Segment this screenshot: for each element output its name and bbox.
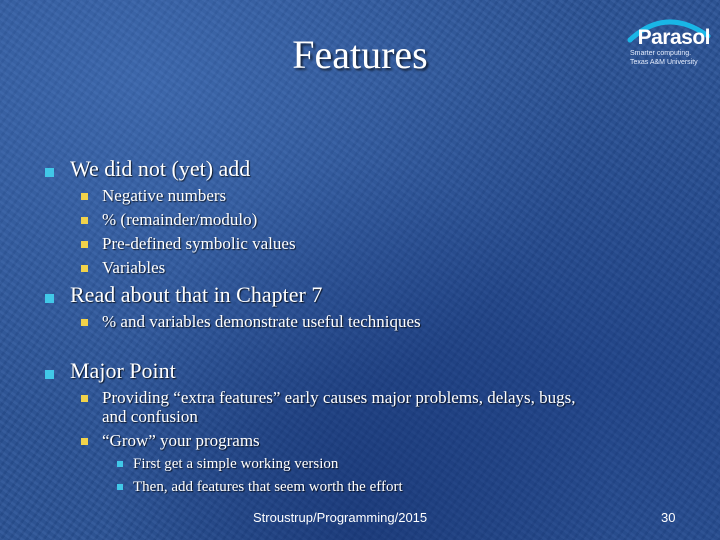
bullet-level2: Negative numbers <box>102 186 227 205</box>
bullet-level2: Variables <box>102 258 166 277</box>
bullet-level2: % and variables demonstrate useful techniques <box>102 312 421 331</box>
bullet-square-icon <box>81 319 88 326</box>
bullet-square-icon <box>45 370 54 379</box>
bullet-square-icon <box>81 193 88 200</box>
bullet-level3: Then, add features that seem worth the effort <box>133 479 403 495</box>
bullet-level1: Read about that in Chapter 7 <box>70 282 323 307</box>
bullet-square-icon <box>117 484 123 490</box>
logo-affiliation: Texas A&M University <box>630 59 698 66</box>
bullet-square-icon <box>81 438 88 445</box>
bullet-square-icon <box>117 461 123 467</box>
bullet-level1: Major Point <box>70 358 176 383</box>
bullet-level3: First get a simple working version <box>133 456 339 472</box>
bullet-square-icon <box>45 294 54 303</box>
bullet-level2-continuation: and confusion <box>102 407 198 426</box>
bullet-square-icon <box>81 265 88 272</box>
bullet-square-icon <box>81 217 88 224</box>
slide-title: Features <box>292 32 428 77</box>
bullet-square-icon <box>81 395 88 402</box>
bullet-level2: % (remainder/modulo) <box>102 210 258 229</box>
bullet-level2: Pre-defined symbolic values <box>102 234 296 253</box>
bullet-square-icon <box>81 241 88 248</box>
bullet-level2: “Grow” your programs <box>102 431 260 450</box>
bullet-level2: Providing “extra features” early causes major problems, delays, bugs, <box>102 388 576 407</box>
logo-wordmark: Parasol <box>637 26 710 49</box>
logo-tagline-line: Smarter computing. <box>630 50 692 57</box>
bullet-square-icon <box>45 168 54 177</box>
bullet-level1: We did not (yet) add <box>70 156 251 181</box>
footer-source: Stroustrup/Programming/2015 <box>253 510 428 525</box>
page-number: 30 <box>661 510 676 525</box>
